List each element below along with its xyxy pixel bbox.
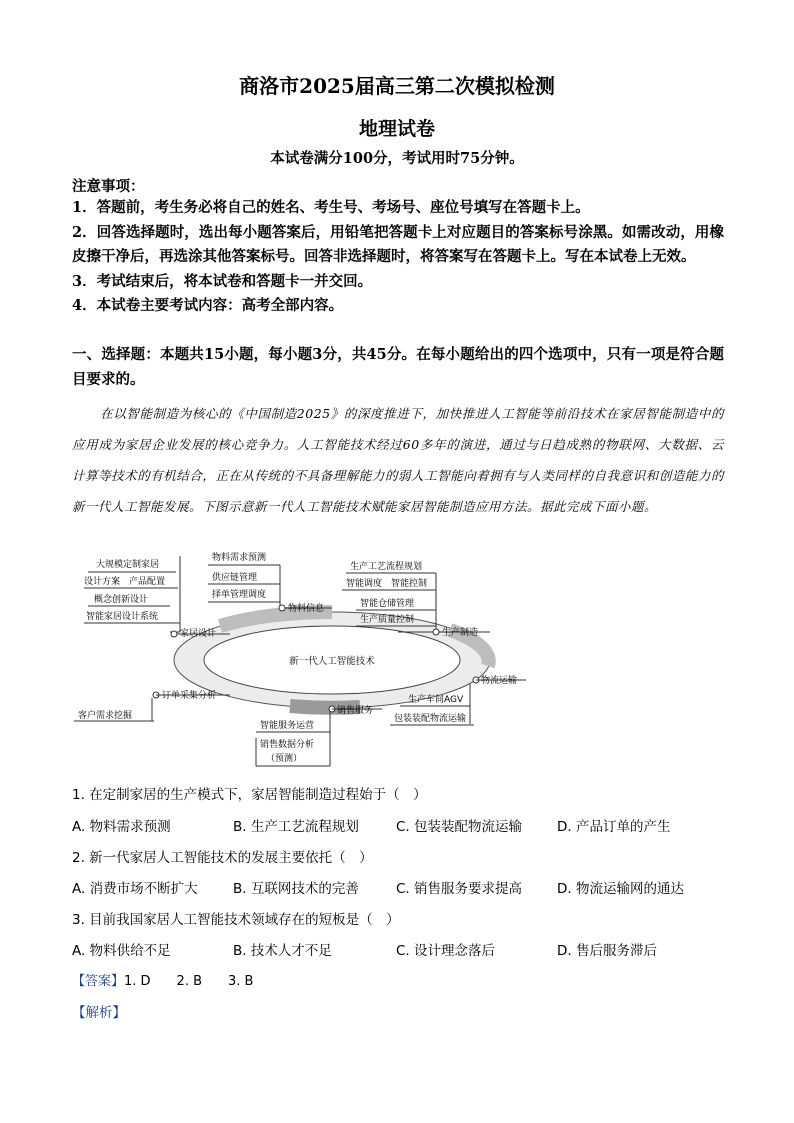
home-design-item: 智能家居设计系统 <box>86 612 159 622</box>
home-design-item: 设计方案 产品配置 <box>84 577 166 587</box>
note-item: 3．考试结束后，将本试卷和答题卡一并交回。 <box>72 272 373 290</box>
note-item: 1．答题前，考生务必将自己的姓名、考生号、考场号、座位号填写在答题卡上。 <box>72 199 590 216</box>
material-item: 择单管理调度 <box>212 590 267 600</box>
note-item: 4．本试卷主要考试内容：高考全部内容。 <box>72 297 344 314</box>
exam-info: 本试卷满分100分，考试用时75分钟。 <box>270 150 524 167</box>
passage-text: 在以智能制造为核心的《中国制造2025》的深度推进下，加快推进人工智能等前沿技术在家居智能制造中的应用成为家居企业发展的核心竞争力。人工智能技术经过60多年的演进，通过与日趋成熟的物联网、大数据、云计算等技术的有机结合，正在从传统的不具备理解能力的弱人工智能向着拥有与人类同样的自我意识和创造能力的新一代人工智能发展。下图示意新一代人工智能技术赋能家居智能制造应用方法。据此完成下面小题。 <box>72 406 724 514</box>
home-design-list <box>84 556 180 632</box>
question-2-stem: 2. 新一代家居人工智能技术的发展主要依托（ ） <box>72 850 373 866</box>
material-list <box>208 551 280 610</box>
sales-list <box>256 719 330 766</box>
question-3-option-d: D. 售后服务滞后 <box>557 943 657 959</box>
notes-heading: 注意事项： <box>72 178 145 195</box>
logistics-label: 物流运输 <box>481 676 518 686</box>
notes-list <box>72 196 724 319</box>
exam-title: 商洛市2025届高三第二次模拟检测 <box>239 74 555 98</box>
sales-item: 智能服务运营 <box>260 721 315 731</box>
question-2-option-d: D. 物流运输网的通达 <box>557 881 684 897</box>
diagram-center-label: 新一代人工智能技术 <box>289 656 375 667</box>
production-item: 智能调度 智能控制 <box>346 579 428 589</box>
order-label: 订单采集分析 <box>162 691 217 701</box>
logistics-item: 包装装配物流运输 <box>394 714 467 724</box>
question-3-option-b: B. 技术人才不足 <box>233 943 332 959</box>
home-design-item: 大规模定制家居 <box>96 560 160 570</box>
production-label: 生产制造 <box>442 628 479 638</box>
question-1-option-d: D. 产品订单的产生 <box>557 819 671 835</box>
sales-item: 销售数据分析 <box>260 740 315 750</box>
answer-values: 1. D 2. B 3. B <box>124 974 254 989</box>
question-2-option-b: B. 互联网技术的完善 <box>233 881 359 897</box>
answer-line <box>72 970 253 989</box>
question-3-option-c: C. 设计理念落后 <box>396 943 496 959</box>
material-label: 物料信息 <box>288 604 325 614</box>
analysis-heading: 【解析】 <box>72 1005 126 1021</box>
order-item: 客户需求挖掘 <box>78 711 133 721</box>
sales-label: 销售服务 <box>337 706 374 716</box>
logistics-item: 生产车间AGV <box>408 695 464 705</box>
production-item: 生产质量控制 <box>360 615 415 625</box>
note-item: 2．回答选择题时，选出每小题答案后，用铅笔把答题卡上对应题目的答案标号涂黑。如需改动，用橡皮擦干净后，再选涂其他答案标号。回答非选择题时，将答案写在答题卡上。写在本试卷上无效。 <box>72 223 724 265</box>
question-1-stem: 1. 在定制家居的生产模式下，家居智能制造过程始于（ ） <box>72 787 427 803</box>
question-2-option-a: A. 消费市场不断扩大 <box>72 881 198 897</box>
reading-passage <box>72 398 724 522</box>
exam-subject: 地理试卷 <box>358 118 435 140</box>
question-3-option-a: A. 物料供给不足 <box>72 943 171 959</box>
question-1-option-c: C. 包装装配物流运输 <box>396 819 523 835</box>
home-design-item: 概念创新设计 <box>94 595 149 605</box>
material-item: 物料需求预测 <box>212 553 267 563</box>
logistics-node <box>470 674 526 724</box>
order-list <box>74 709 154 721</box>
sales-item: （预测） <box>266 754 303 764</box>
question-2-option-c: C. 销售服务要求提高 <box>396 881 523 897</box>
answer-label: 【答案】 <box>72 974 125 989</box>
home-design-label: 家居设计 <box>180 629 217 639</box>
question-1-option-a: A. 物料需求预测 <box>72 819 171 835</box>
ai-home-manufacturing-diagram <box>70 548 540 770</box>
production-item: 生产工艺流程规划 <box>350 562 423 572</box>
question-3-stem: 3. 目前我国家居人工智能技术领域存在的短板是（ ） <box>72 912 400 928</box>
question-1-option-b: B. 生产工艺流程规划 <box>233 819 359 835</box>
material-item: 供应链管理 <box>212 573 258 583</box>
sales-node <box>329 704 382 766</box>
production-item: 智能仓储管理 <box>360 599 415 609</box>
section-heading: 一、选择题：本题共15小题，每小题3分，共45分。在每小题给出的四个选项中，只有一项是符合题目要求的。 <box>72 346 724 388</box>
